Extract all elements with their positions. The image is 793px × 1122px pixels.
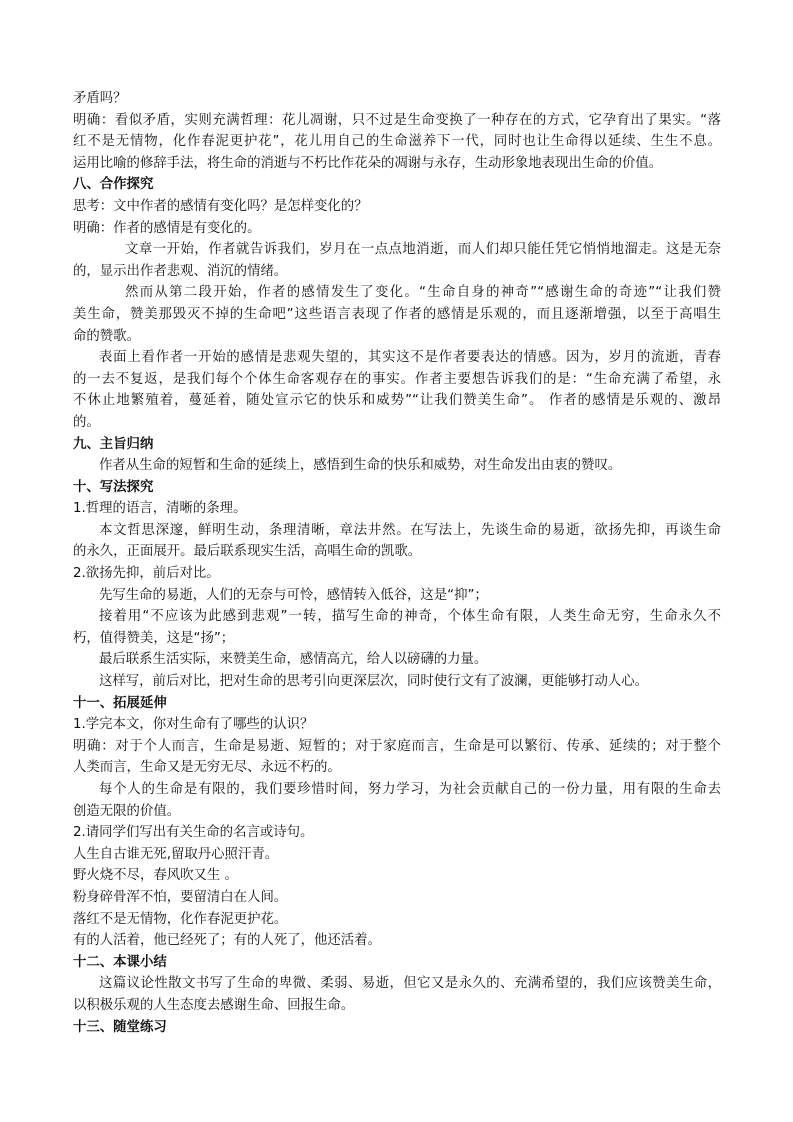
text-line-25: 接着用“不应该为此感到悲观”一转，描写生命的神奇，个体生命有限，人类生命无穷，生命永久不 xyxy=(99,609,721,625)
text-line-26: 朽，值得赞美，这是“扬”； xyxy=(73,630,235,646)
quote-line-2: 野火烧不尽，春风吹又生 。 xyxy=(73,868,238,884)
text-line-10: 然而从第二段开始，作者的感情发生了变化。“生命自身的神奇”“感谢生命的奇迹”“让我们赞 xyxy=(125,285,721,301)
quote-line-5: 有的人活着，他已经死了；有的人死了，他还活着。 xyxy=(73,933,381,949)
text-line-27: 最后联系生活实际，来赞美生命，感情高亢，给人以磅礴的力量。 xyxy=(99,652,488,668)
text-line-34: 创造无限的价值。 xyxy=(73,803,181,819)
text-line-1: 矛盾吗？ xyxy=(73,91,127,106)
text-line-31: 明确：对于个人而言，生命是易逝、短暂的；对于家庭而言，生命是可以繁衍、传承、延续的；对于整个 xyxy=(73,738,721,754)
text-line-42: 这篇议论性散文书写了生命的卑微、柔弱、易逝，但它又是永久的、充满希望的，我们应该赞美生命， xyxy=(99,976,721,992)
section-heading-13: 十三、随堂练习 xyxy=(73,1019,167,1035)
text-line-28: 这样写，前后对比，把对生命的思考引向更深层次，同时使行文有了波澜，更能够打动人心。 xyxy=(99,674,649,690)
text-line-6: 思考：文中作者的感情有变化吗？是怎样变化的？ xyxy=(73,198,368,214)
text-line-3: 红不是无情物，化作春泥更护花”，花儿用自己的生命滋养下一代，同时也让生命得以延续、生生不息。 xyxy=(73,134,721,150)
section-heading-9: 九、主旨归纳 xyxy=(73,436,154,452)
text-line-18: 作者从生命的短暂和生命的延续上，感悟到生命的快乐和威势，对生命发出由衷的赞叹。 xyxy=(99,458,622,474)
text-line-20: 1.哲理的语言，清晰的条理。 xyxy=(73,501,247,517)
text-line-14: 的一去不复返，是我们每个个体生命客观存在的事实。作者主要想告诉我们的是：“生命充满了希望，永 xyxy=(73,371,721,387)
text-line-24: 先写生命的易逝，人们的无奈与可怜，感情转入低谷，这是“抑”； xyxy=(99,587,488,603)
section-heading-8: 八、合作探究 xyxy=(73,177,154,193)
text-line-9: 的，显示出作者悲观、消沉的情绪。 xyxy=(73,263,288,279)
text-line-23: 2.欲扬先抑，前后对比。 xyxy=(73,566,220,582)
text-line-11: 美生命，赞美那毁灭不掉的生命吧”这些语言表现了作者的感情是乐观的，而且逐渐增强，以至于高唱生 xyxy=(73,306,721,322)
document-page xyxy=(73,88,721,1038)
text-line-13: 表面上看作者一开始的感情是悲观失望的，其实这不是作者要表达的情感。因为，岁月的流逝，青春 xyxy=(99,350,721,366)
text-line-21: 本文哲思深邃，鲜明生动，条理清晰，章法井然。在写法上，先谈生命的易逝，欲扬先抑，再谈生命 xyxy=(99,522,721,538)
text-line-12: 命的赞歌。 xyxy=(73,328,140,344)
text-line-2: 明确：看似矛盾，实则充满哲理：花儿凋谢，只不过是生命变换了一种存在的方式，它孕育出了果实。“落 xyxy=(73,112,721,128)
section-heading-12: 十二、本课小结 xyxy=(73,954,167,970)
text-line-16: 的。 xyxy=(73,414,100,430)
text-line-43: 以积极乐观的人生态度去感谢生命、回报生命。 xyxy=(73,997,355,1013)
text-line-33: 每个人的生命是有限的，我们要珍惜时间，努力学习，为社会贡献自己的一份力量，用有限的生命去 xyxy=(99,782,721,797)
text-line-7: 明确：作者的感情是有变化的。 xyxy=(73,220,261,236)
text-line-15: 不休止地繁殖着，蔓延着，随处宣示它的快乐和威势”“让我们赞美生命”。 作者的感情是乐观的、激昂 xyxy=(73,393,721,409)
text-line-8: 文章一开始，作者就告诉我们，岁月在一点点地消逝，而人们却只能任凭它悄悄地溜走。这是无奈 xyxy=(125,242,721,258)
section-heading-10: 十、写法探究 xyxy=(73,479,154,495)
quote-line-4: 落红不是无情物，化作春泥更护花。 xyxy=(73,911,288,927)
text-line-22: 的永久，正面展开。最后联系现实生活，高唱生命的凯歌。 xyxy=(73,544,422,560)
quote-line-3: 粉身碎骨浑不怕，要留清白在人间。 xyxy=(73,889,288,905)
text-line-4: 运用比喻的修辞手法，将生命的消逝与不朽比作花朵的凋谢与永存，生动形象地表现出生命的价值。 xyxy=(73,155,663,171)
text-line-30: 1.学完本文，你对生命有了哪些的认识？ xyxy=(73,717,314,733)
text-line-35: 2.请同学们写出有关生命的名言或诗句。 xyxy=(73,825,314,841)
quote-line-1: 人生自古谁无死,留取丹心照汗青。 xyxy=(73,846,279,862)
section-heading-11: 十一、拓展延伸 xyxy=(73,695,167,711)
text-line-32: 人类而言，生命又是无穷无尽、永远不朽的。 xyxy=(73,760,341,776)
